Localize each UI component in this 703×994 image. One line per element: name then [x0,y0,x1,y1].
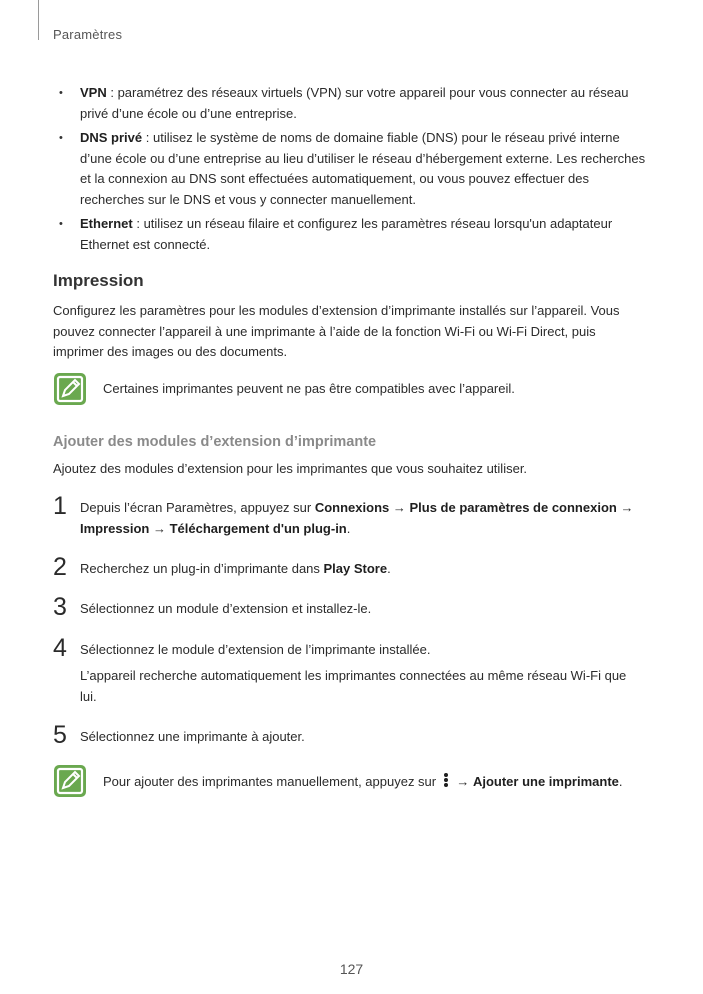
note-block [53,372,673,406]
step-subtext: L’appareil recherche automatiquement les imprimantes connectées au même réseau Wi-Fi que lui. [80,668,627,704]
step-number: 4 [53,634,67,662]
step-number: 5 [53,721,67,749]
arrow: → [389,500,410,515]
step-text [80,559,645,580]
add-printer-label: Ajouter une imprimante [472,774,619,789]
term-dns: DNS privé [80,130,143,145]
arrow: → [149,520,170,536]
step-text: Sélectionnez un module d’extension et installez-le. [80,601,372,616]
menu-path-connexions: Connexions [314,500,390,515]
list-item-ethernet [55,214,655,255]
more-options-icon [443,773,449,787]
page-number: 127 [339,961,364,977]
step-number: 3 [53,593,67,621]
step-number: 2 [53,553,67,581]
description-ethernet: : utilisez un réseau filaire et configurez les paramètres réseau lorsqu'un adaptateur Ethernet est connecté. [80,216,613,252]
header-divider [38,0,39,40]
section-title: Impression [53,271,144,290]
description-vpn: : paramétrez des réseaux virtuels (VPN) sur votre appareil pour vous connecter au réseau privé d’une école ou d’une entreprise. [80,85,629,121]
play-store-label: Play Store [323,561,388,576]
note-text-part: . [618,774,623,789]
term-ethernet: Ethernet [80,216,133,231]
term-vpn: VPN [80,85,107,100]
note-pencil-icon [53,372,87,406]
step-text [80,498,645,539]
subsection-title: Ajouter des modules d’extension d’imprimante [53,434,377,450]
step-text-part: Depuis l’écran Paramètres, appuyez sur [80,500,315,515]
step-text: Sélectionnez une imprimante à ajouter. [80,729,305,744]
menu-path-more-settings: Plus de paramètres de connexion [409,500,617,515]
network-options-list [55,83,655,259]
step-text-part: . [387,561,391,576]
step-text-part: Recherchez un plug-in d’imprimante dans [80,561,324,576]
note-text [103,772,623,791]
note-block [53,764,673,798]
note-text: Certaines imprimantes peuvent ne pas être compatibles avec l’appareil. [103,381,515,396]
step-text-part: . [346,520,351,536]
description-dns: : utilisez le système de noms de domaine fiable (DNS) pour le réseau privé interne d’une école ou d’une entreprise au lieu d’utiliser le réseau d’hébergement externe. Les recherches et la connexion au DNS sont effectuées automatiquement, ou vous pouvez effectuer des recherches sur le DNS et vous y connecter manuellement. [80,130,646,207]
subsection-intro: Ajoutez des modules d’extension pour les imprimantes que vous souhaitez utiliser. [53,461,528,476]
menu-path-download-plugin: Téléchargement d'un plug-in [169,520,347,536]
menu-path-impression: Impression [80,520,150,536]
section-intro: Configurez les paramètres pour les modules d’extension d’imprimante installés sur l’appareil. Vous pouvez connecter l’appareil à une imprimante à l’aide de la fonction Wi-Fi ou Wi-Fi Direct, puis imprimer des images ou des documents. [53,303,620,359]
arrow: → [616,500,634,515]
bullet-icon: • [59,132,63,144]
list-item-vpn [55,83,655,124]
note-text-part: Pour ajouter des imprimantes manuellement, appuyez sur [103,774,440,789]
bullet-icon: • [59,218,63,230]
note-pencil-icon [53,764,87,798]
list-item-dns [55,128,655,210]
step-text: Sélectionnez le module d’extension de l’imprimante installée. [80,642,431,657]
arrow: → [452,774,473,789]
running-header: Paramètres [53,27,123,42]
step-number: 1 [53,492,67,520]
bullet-icon: • [59,87,63,99]
